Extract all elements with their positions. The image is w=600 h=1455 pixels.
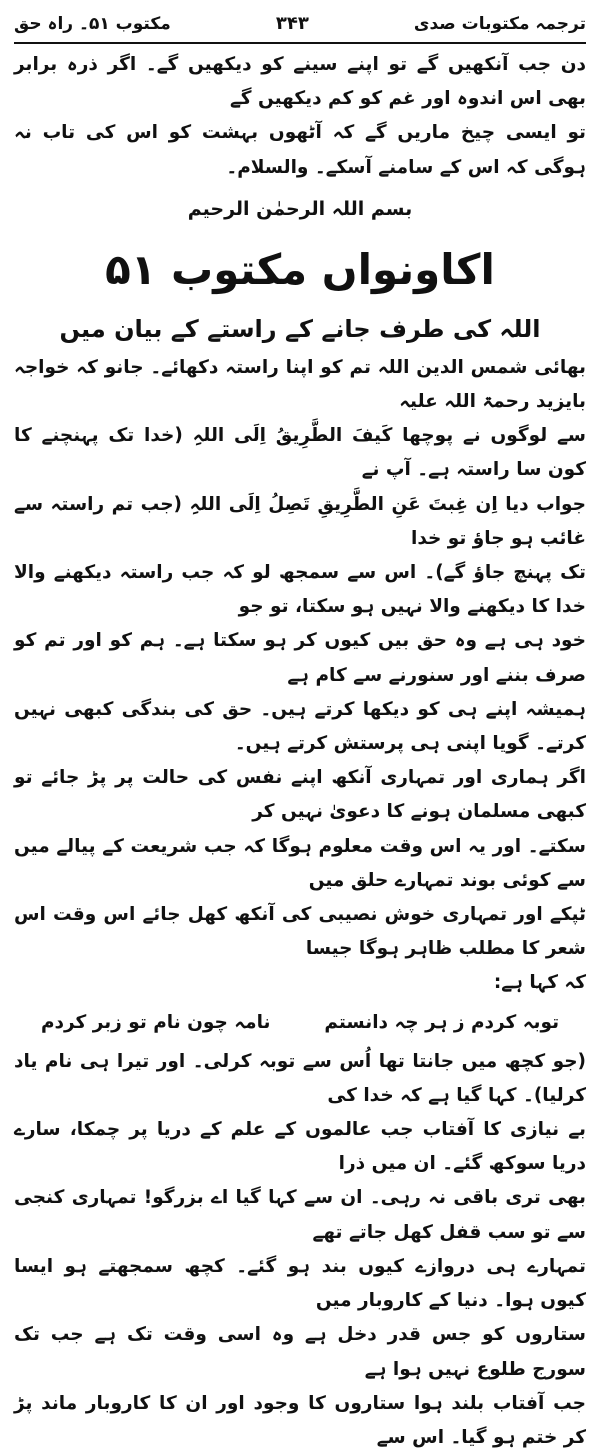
header-section-title: مکتوب ۵۱۔ راہ حق	[14, 13, 171, 34]
page-number: ۳۴۳	[275, 12, 309, 34]
text-line: کہ کہا ہے:	[493, 972, 586, 994]
text-line: بھائی شمس الدین اللہ تم کو اپنا راستہ دکھائے۔ جانو کہ خواجہ بایزید رحمۃ اللہ علیہ	[14, 356, 586, 413]
text-line: (جو کچھ میں جانتا تھا اُس سے توبہ کرلی۔ اور تیرا ہی نام یاد کرلیا)۔ کہا گیا ہے کہ خدا کی	[14, 1050, 586, 1106]
page-body	[14, 48, 586, 1455]
text-line: تک پہنچ جاؤ گے)۔ اس سے سمجھ لو کہ جب راستہ دیکھنے والا خدا کا دیکھنے والا نہیں ہو سکتا، تو جو	[14, 562, 586, 618]
bismillah: بسم اللہ الرحمٰن الرحیم	[187, 197, 413, 220]
text-line: جب آفتاب بلند ہوا ستاروں کا وجود اور ان کا کاروبار ماند پڑ کر ختم ہو گیا۔ اس سے	[14, 1392, 586, 1448]
text-line: بھی تری باقی نہ رہی۔ ان سے کہا گیا اے بزرگو! تمہاری کنجی سے تو سب قفل کھل جاتے تھے	[14, 1187, 586, 1243]
persian-verse	[14, 1001, 586, 1045]
text-line: سے لوگوں نے پوچھا کَیفَ الطَّرِیقُ اِلَی اللہِ (خدا تک پہنچنے کا کون سا راستہ ہے۔ آپ نے	[14, 425, 586, 481]
text-line: تو ایسی چیخ ماریں گے کہ آٹھوں بہشت کو اس کی تاب نہ ہوگی کہ اس کے سامنے آسکے۔ والسلام۔	[14, 122, 586, 178]
text-line: خود ہی ہے وہ حق بیں کیوں کر ہو سکتا ہے۔ ہم کو اور تم کو صرف بننے اور سنورنے سے کام ہے	[14, 630, 586, 686]
text-line: دن جب آنکھیں گے تو اپنے سینے کو دیکھیں گے۔ اگر ذرہ برابر بھی اس اندوہ اور غم کو کم دیکھیں گے	[14, 54, 586, 110]
text-line: ستاروں کو جس قدر دخل ہے وہ اسی وقت تک ہے جب تک سورج طلوع نہیں ہوا ہے	[14, 1324, 586, 1380]
verse-first-hemistich: توبہ کردم ز ہر چہ دانستم	[324, 1011, 560, 1033]
verse-second-hemistich: نامہ چون نام تو زبر کردم	[40, 1011, 271, 1033]
text-line: اگر ہماری اور تمہاری آنکھ اپنے نفس کی حالت پر پڑ جائے تو کبھی مسلمان ہونے کا دعویٰ نہیں کر	[14, 767, 586, 823]
text-line: ہمیشہ اپنے ہی کو دیکھا کرتے ہیں۔ حق کی بندگی کبھی نہیں کرتے۔ گویا اپنی ہی پرستش کرتے ہیں۔	[14, 698, 586, 755]
text-line: تمہارے ہی دروازے کیوں بند ہو گئے۔ کچھ سمجھتے ہو ایسا کیوں ہوا۔ دنیا کے کاروبار میں	[14, 1255, 586, 1312]
letter-title: اکاونواں مکتوب ۵۱	[105, 244, 495, 294]
header-book-title: ترجمہ مکتوبات صدی	[413, 13, 586, 34]
text-line: بے نیازی کا آفتاب جب عالموں کے علم کے دریا پر چمکا، سارے دریا سوکھ گئے۔ ان میں ذرا	[14, 1119, 586, 1175]
text-line: سکتے۔ اور یہ اس وقت معلوم ہوگا کہ جب شریعت کے پیالے میں سے کوئی بوند تمہارے حلق میں	[14, 835, 586, 891]
page-header	[14, 4, 586, 44]
text-line: جواب دیا اِن غِبتَ عَنِ الطَّرِیقِ تَصِلُ اِلَی اللہِ (جب تم راستہ سے غائب ہو جاؤ تو خدا	[14, 493, 586, 549]
letter-subtitle: اللہ کی طرف جانے کے راستے کے بیان میں	[59, 314, 541, 343]
text-line: ٹپکے اور تمہاری خوش نصیبی کی آنکھ کھل جائے اس وقت اس شعر کا مطلب ظاہر ہوگا جیسا	[14, 904, 586, 960]
